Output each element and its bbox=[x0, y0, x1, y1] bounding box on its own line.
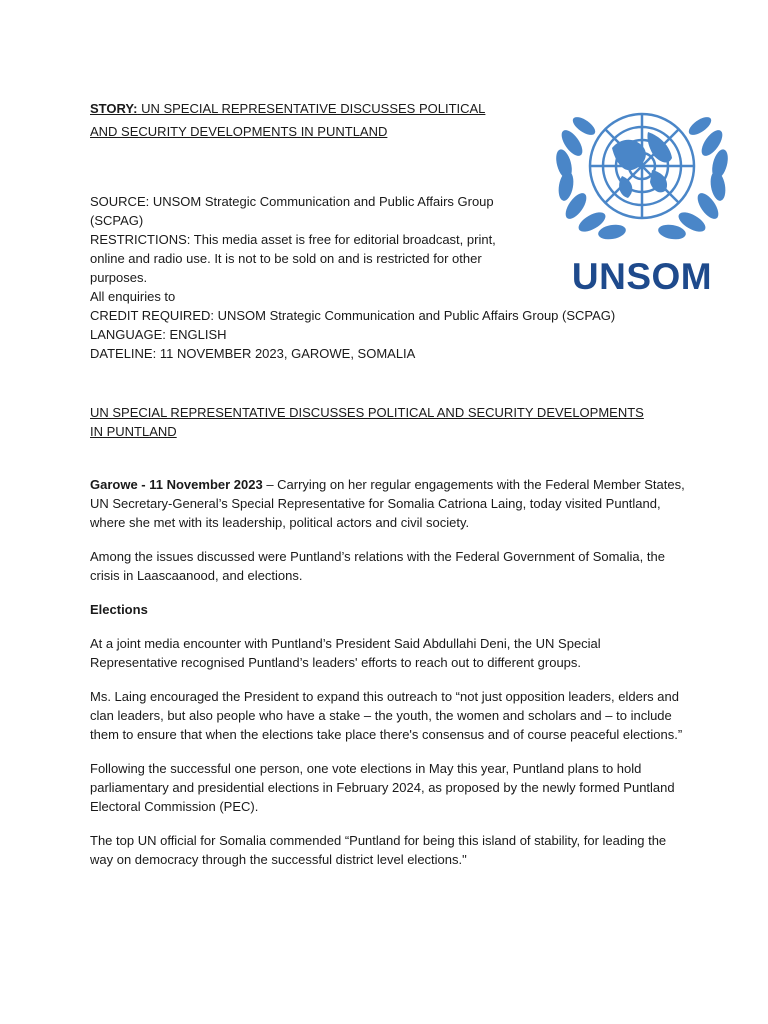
enquiries-line: All enquiries to bbox=[90, 289, 176, 304]
language-line: LANGUAGE: ENGLISH bbox=[90, 327, 227, 342]
media-metadata bbox=[90, 192, 650, 363]
paragraph-issues: Among the issues discussed were Puntland’s relations with the Federal Government of Somalia, the crisis in Laascaanood, and elections. bbox=[90, 549, 665, 583]
restrictions-line: RESTRICTIONS: This media asset is free for editorial broadcast, print, online and radio use. It is not to be sold on and is restricted for other purposes. bbox=[90, 232, 496, 285]
dateline-line: DATELINE: 11 NOVEMBER 2023, GAROWE, SOMALIA bbox=[90, 346, 416, 361]
unsom-logo-text: UNSOM bbox=[571, 256, 713, 297]
paragraph-election-plans: Following the successful one person, one vote elections in May this year, Puntland plans to hold parliamentary and presidential elections in February 2024, as proposed by the newly formed Puntland Electoral Commission (PEC). bbox=[90, 761, 675, 814]
lead-text: – Carrying on her regular engagements with the Federal Member States, UN Secretary-General’s Special Representative for Somalia Catriona Laing, today visited Puntland, where she met with its leadership, political actors and civil society. bbox=[90, 477, 685, 530]
story-label: STORY: bbox=[90, 101, 138, 116]
credit-line: CREDIT REQUIRED: UNSOM Strategic Communication and Public Affairs Group (SCPAG) bbox=[90, 308, 616, 323]
lead-dateline: Garowe - 11 November 2023 bbox=[90, 477, 263, 492]
article-body bbox=[90, 475, 690, 884]
lead-paragraph bbox=[90, 475, 690, 532]
paragraph-commendation: The top UN official for Somalia commended “Puntland for being this island of stability, for leading the way on democracy through the successful district level elections." bbox=[90, 833, 667, 867]
subheading-elections: Elections bbox=[90, 602, 148, 617]
source-line: SOURCE: UNSOM Strategic Communication and Public Affairs Group (SCPAG) bbox=[90, 194, 494, 228]
story-title bbox=[90, 97, 510, 143]
article-headline: UN SPECIAL REPRESENTATIVE DISCUSSES POLITICAL AND SECURITY DEVELOPMENTS IN PUNTLAND bbox=[90, 405, 644, 439]
paragraph-outreach-quote: Ms. Laing encouraged the President to expand this outreach to “not just opposition leaders, elders and clan leaders, but also people who have a stake – the youth, the women and scholars and – to include them to ensure that when the elections take place there's consensus and of course peaceful elections.” bbox=[90, 689, 683, 742]
paragraph-media-encounter: At a joint media encounter with Puntland’s President Said Abdullahi Deni, the UN Special Representative recognised Puntland’s leaders' efforts to reach out to different groups. bbox=[90, 636, 601, 670]
story-title-text: UN SPECIAL REPRESENTATIVE DISCUSSES POLITICAL AND SECURITY DEVELOPMENTS IN PUNTLAND bbox=[90, 101, 486, 139]
